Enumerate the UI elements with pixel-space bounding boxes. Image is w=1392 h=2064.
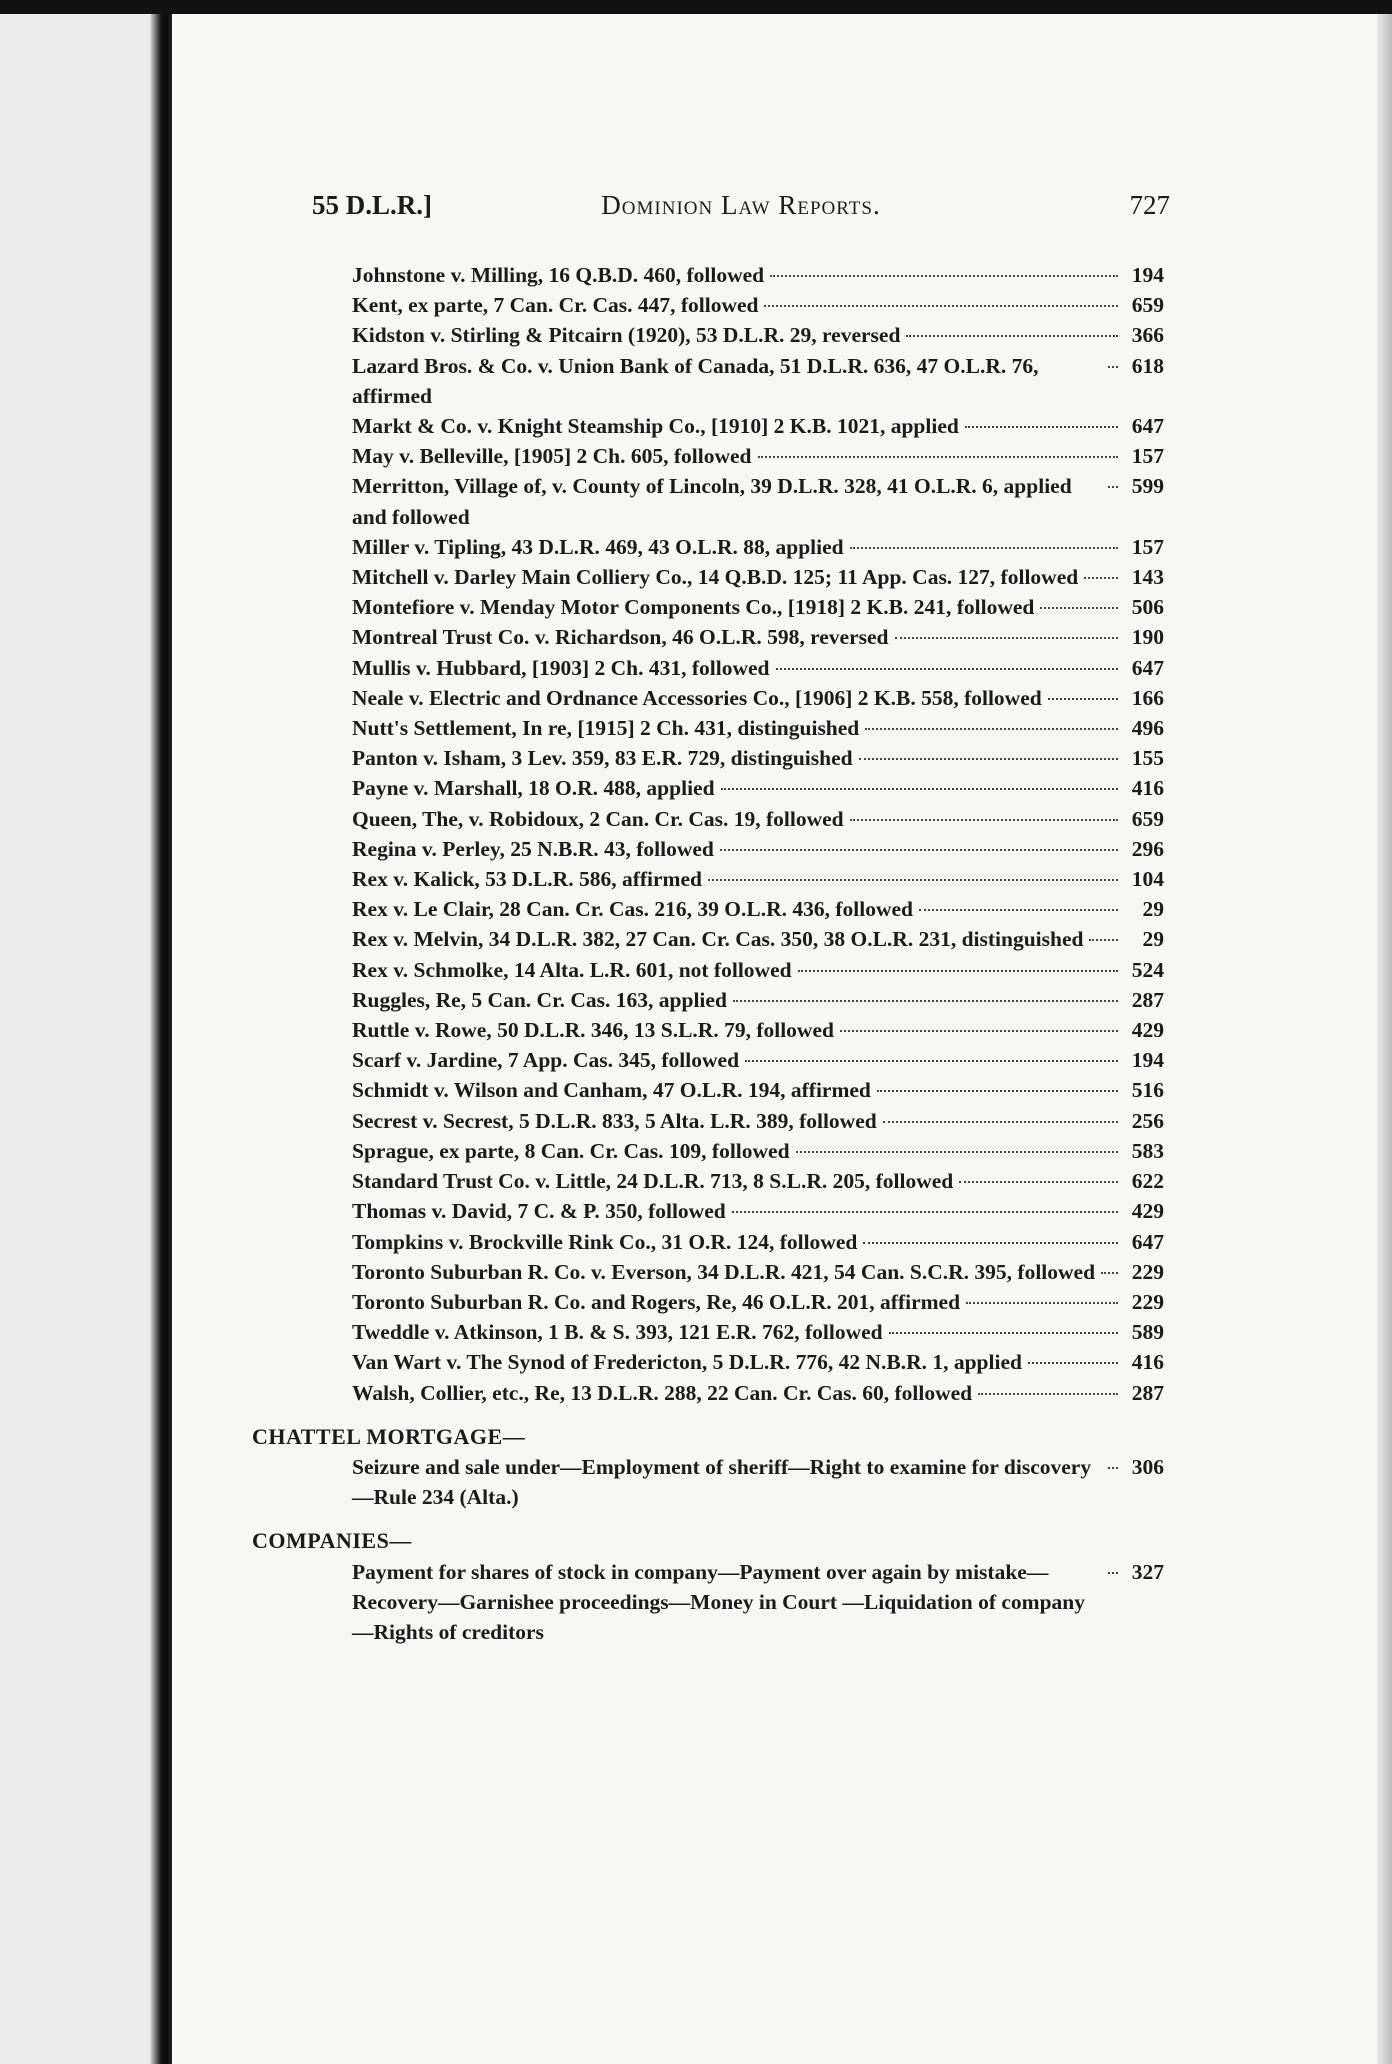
index-entry [302,1347,1164,1377]
entry-page-number: 506 [1131,595,1164,620]
entry-page-number: 599 [1131,474,1164,499]
dot-leader [1108,486,1118,488]
index-entry [302,743,1164,773]
entry-page-number: 104 [1131,867,1164,892]
dot-leader [764,305,1118,307]
index-entry [302,532,1164,562]
dot-leader [906,335,1118,337]
index-entry [302,1378,1164,1408]
scan-top-edge [0,0,1392,14]
index-entry [302,1075,1164,1105]
entry-page-number: 647 [1131,655,1164,680]
index-entry [302,1196,1164,1226]
entry-text: Rex v. Le Clair, 28 Can. Cr. Cas. 216, 39 O.L.R. 436, followed [352,897,914,922]
index-entry [302,1227,1164,1257]
entry-text: Rex v. Schmolke, 14 Alta. L.R. 601, not followed [352,957,792,982]
dot-leader [732,1211,1118,1213]
dot-leader [796,1151,1118,1153]
dot-leader [850,547,1118,549]
entry-page-number: 366 [1131,323,1164,348]
index-entry [302,864,1164,894]
index-entry [302,290,1164,320]
entry-text: Queen, The, v. Robidoux, 2 Can. Cr. Cas. 19, followed [352,806,844,831]
entry-page-number: 194 [1131,263,1164,287]
entry-text: Standard Trust Co. v. Little, 24 D.L.R. 713, 8 S.L.R. 205, followed [352,1169,954,1194]
entry-text: Van Wart v. The Synod of Fredericton, 5 D.L.R. 776, 42 N.B.R. 1, applied [352,1350,1022,1375]
entry-page-number: 229 [1131,1289,1164,1314]
dot-leader [708,879,1118,881]
entry-page-number: 287 [1131,1380,1164,1405]
dot-leader [1084,577,1118,579]
entry-text: Toronto Suburban R. Co. v. Everson, 34 D.L.R. 421, 54 Can. S.C.R. 395, followed [352,1259,1096,1284]
entry-page-number: 647 [1131,1229,1164,1254]
entry-text: Payment for shares of stock in company—Payment over again by mistake—Recovery—Garnishee proceedings—Money in Court —Liquidation of company—Rights of creditors [352,1559,1085,1644]
entry-page-number: 229 [1131,1259,1164,1284]
entry-page-number: 190 [1131,625,1164,650]
entry-page-number: 29 [1142,897,1164,922]
entry-text: Scarf v. Jardine, 7 App. Cas. 345, followed [352,1048,740,1073]
entry-text: Ruttle v. Rowe, 50 D.L.R. 346, 13 S.L.R. 79, followed [352,1018,834,1043]
dot-leader [966,1302,1118,1304]
entry-text: Tweddle v. Atkinson, 1 B. & S. 393, 121 E.R. 762, followed [352,1320,883,1345]
case-index [252,260,1164,1647]
index-entry [302,1287,1164,1317]
dot-leader [776,668,1118,670]
entry-page-number: 256 [1131,1108,1164,1133]
dot-leader [850,819,1118,821]
entry-page-number: 29 [1142,927,1164,952]
dot-leader [978,1393,1118,1395]
dot-leader [959,1181,1118,1183]
index-entry [302,683,1164,713]
index-entry [302,471,1164,531]
dot-leader [721,788,1118,790]
index-entry [302,804,1164,834]
index-entry [302,985,1164,1015]
scan-right-edge [1377,14,1392,2064]
index-entry [302,773,1164,803]
entry-text: Regina v. Perley, 25 N.B.R. 43, followed [352,836,714,861]
dot-leader [840,1030,1118,1032]
entry-text: Rex v. Kalick, 53 D.L.R. 586, affirmed [352,867,702,892]
entry-text: Rex v. Melvin, 34 D.L.R. 382, 27 Can. Cr. Cas. 350, 38 O.L.R. 231, distinguished [352,927,1084,952]
entry-page-number: 622 [1131,1169,1164,1194]
index-entry [302,1557,1164,1648]
entry-page-number: 287 [1131,987,1164,1012]
entry-text: Walsh, Collier, etc., Re, 13 D.L.R. 288, 22 Can. Cr. Cas. 60, followed [352,1380,973,1405]
index-entry [302,1015,1164,1045]
entry-page-number: 296 [1131,836,1164,861]
entry-text: Neale v. Electric and Ordnance Accessories Co., [1906] 2 K.B. 558, followed [352,685,1042,710]
entry-text: Tompkins v. Brockville Rink Co., 31 O.R. 124, followed [352,1229,858,1254]
entry-text: Seizure and sale under—Employment of sheriff—Right to examine for discovery—Rule 234 (Alta.) [352,1454,1092,1510]
page-number: 727 [1129,190,1170,220]
entry-text: Montefiore v. Menday Motor Components Co., [1918] 2 K.B. 241, followed [352,595,1035,620]
entry-text: Secrest v. Secrest, 5 D.L.R. 833, 5 Alta. L.R. 389, followed [352,1108,877,1133]
running-header [312,190,1170,230]
index-entry [302,1317,1164,1347]
dot-leader [798,970,1118,972]
index-entry [302,1136,1164,1166]
index-entry [302,924,1164,954]
entry-page-number: 143 [1131,565,1164,590]
dot-leader [859,758,1118,760]
index-entry [302,653,1164,683]
entry-page-number: 516 [1131,1078,1164,1103]
scan-left-margin [0,14,160,2064]
index-entry [302,713,1164,743]
dot-leader [919,909,1118,911]
dot-leader [877,1090,1118,1092]
entry-text: Sprague, ex parte, 8 Can. Cr. Cas. 109, followed [352,1138,790,1163]
index-entry [302,320,1164,350]
entry-text: Schmidt v. Wilson and Canham, 47 O.L.R. 194, affirmed [352,1078,871,1103]
index-entry [302,1166,1164,1196]
entry-text: Panton v. Isham, 3 Lev. 359, 83 E.R. 729, distinguished [352,746,853,771]
entry-page-number: 659 [1131,293,1164,318]
entry-text: Mitchell v. Darley Main Colliery Co., 14 Q.B.D. 125; 11 App. Cas. 127, followed [352,565,1079,590]
dot-leader [1108,366,1118,368]
entry-page-number: 496 [1131,716,1164,741]
entry-page-number: 647 [1131,414,1164,439]
entry-page-number: 416 [1131,776,1164,801]
entry-page-number: 194 [1131,1048,1164,1073]
dot-leader [1089,939,1118,941]
entry-page-number: 157 [1131,534,1164,559]
dot-leader [733,1000,1118,1002]
entry-text: Ruggles, Re, 5 Can. Cr. Cas. 163, applied [352,987,727,1012]
dot-leader [745,1060,1118,1062]
dot-leader [883,1121,1118,1123]
entry-text: Kent, ex parte, 7 Can. Cr. Cas. 447, followed [352,293,759,318]
index-entry [302,1045,1164,1075]
index-entry [302,622,1164,652]
entry-page-number: 306 [1131,1454,1164,1479]
section-heading: COMPANIES— [252,1528,412,1554]
section-heading: CHATTEL MORTGAGE— [252,1423,526,1449]
volume-label: 55 D.L.R.] [312,190,432,220]
entry-page-number: 524 [1131,957,1164,982]
index-entry [302,894,1164,924]
index-entry [302,1452,1164,1512]
index-entry [302,834,1164,864]
entry-text: Merritton, Village of, v. County of Lincoln, 39 D.L.R. 328, 41 O.L.R. 6, applied and followed [352,474,1072,529]
entry-page-number: 583 [1131,1138,1164,1163]
dot-leader [720,849,1118,851]
entry-page-number: 416 [1131,1350,1164,1375]
entry-text: Toronto Suburban R. Co. and Rogers, Re, 46 O.L.R. 201, affirmed [352,1289,961,1314]
entry-text: Montreal Trust Co. v. Richardson, 46 O.L.R. 598, reversed [352,625,889,650]
dot-leader [1048,698,1118,700]
entry-page-number: 166 [1131,685,1164,710]
dot-leader [965,426,1118,428]
index-entry [302,592,1164,622]
entry-page-number: 429 [1131,1018,1164,1043]
index-entry [302,562,1164,592]
dot-leader [863,1242,1118,1244]
entry-text: Markt & Co. v. Knight Steamship Co., [1910] 2 K.B. 1021, applied [352,414,959,439]
journal-title: Dominion Law Reports. [601,190,881,220]
entry-text: Mullis v. Hubbard, [1903] 2 Ch. 431, followed [352,655,770,680]
dot-leader [1108,1572,1118,1574]
book-binding-shadow [150,14,174,2064]
entry-page-number: 157 [1131,444,1164,469]
index-entry [302,441,1164,471]
entry-text: Nutt's Settlement, In re, [1915] 2 Ch. 431, distinguished [352,716,860,741]
entry-text: Kidston v. Stirling & Pitcairn (1920), 53 D.L.R. 29, reversed [352,323,901,348]
index-entry [302,260,1164,290]
entry-text: Johnstone v. Milling, 16 Q.B.D. 460, followed [352,263,765,287]
dot-leader [758,456,1118,458]
entry-page-number: 659 [1131,806,1164,831]
index-entry [302,1257,1164,1287]
index-entry [302,955,1164,985]
entry-text: Miller v. Tipling, 43 D.L.R. 469, 43 O.L.R. 88, applied [352,534,844,559]
entry-page-number: 429 [1131,1199,1164,1224]
dot-leader [865,728,1118,730]
index-entry [302,351,1164,411]
dot-leader [1101,1272,1118,1274]
entry-text: Lazard Bros. & Co. v. Union Bank of Canada, 51 D.L.R. 636, 47 O.L.R. 76, affirmed [352,353,1039,408]
dot-leader [770,275,1118,277]
entry-text: May v. Belleville, [1905] 2 Ch. 605, followed [352,444,752,469]
entry-page-number: 589 [1131,1320,1164,1345]
entry-text: Thomas v. David, 7 C. & P. 350, followed [352,1199,726,1224]
dot-leader [1028,1362,1118,1364]
entry-text: Payne v. Marshall, 18 O.R. 488, applied [352,776,715,801]
entry-page-number: 155 [1131,746,1164,771]
index-entry [302,1106,1164,1136]
entry-page-number: 327 [1131,1559,1164,1584]
dot-leader [1040,607,1118,609]
dot-leader [1108,1467,1118,1469]
index-entry [302,411,1164,441]
entry-page-number: 618 [1131,353,1164,378]
dot-leader [889,1332,1118,1334]
dot-leader [895,637,1119,639]
